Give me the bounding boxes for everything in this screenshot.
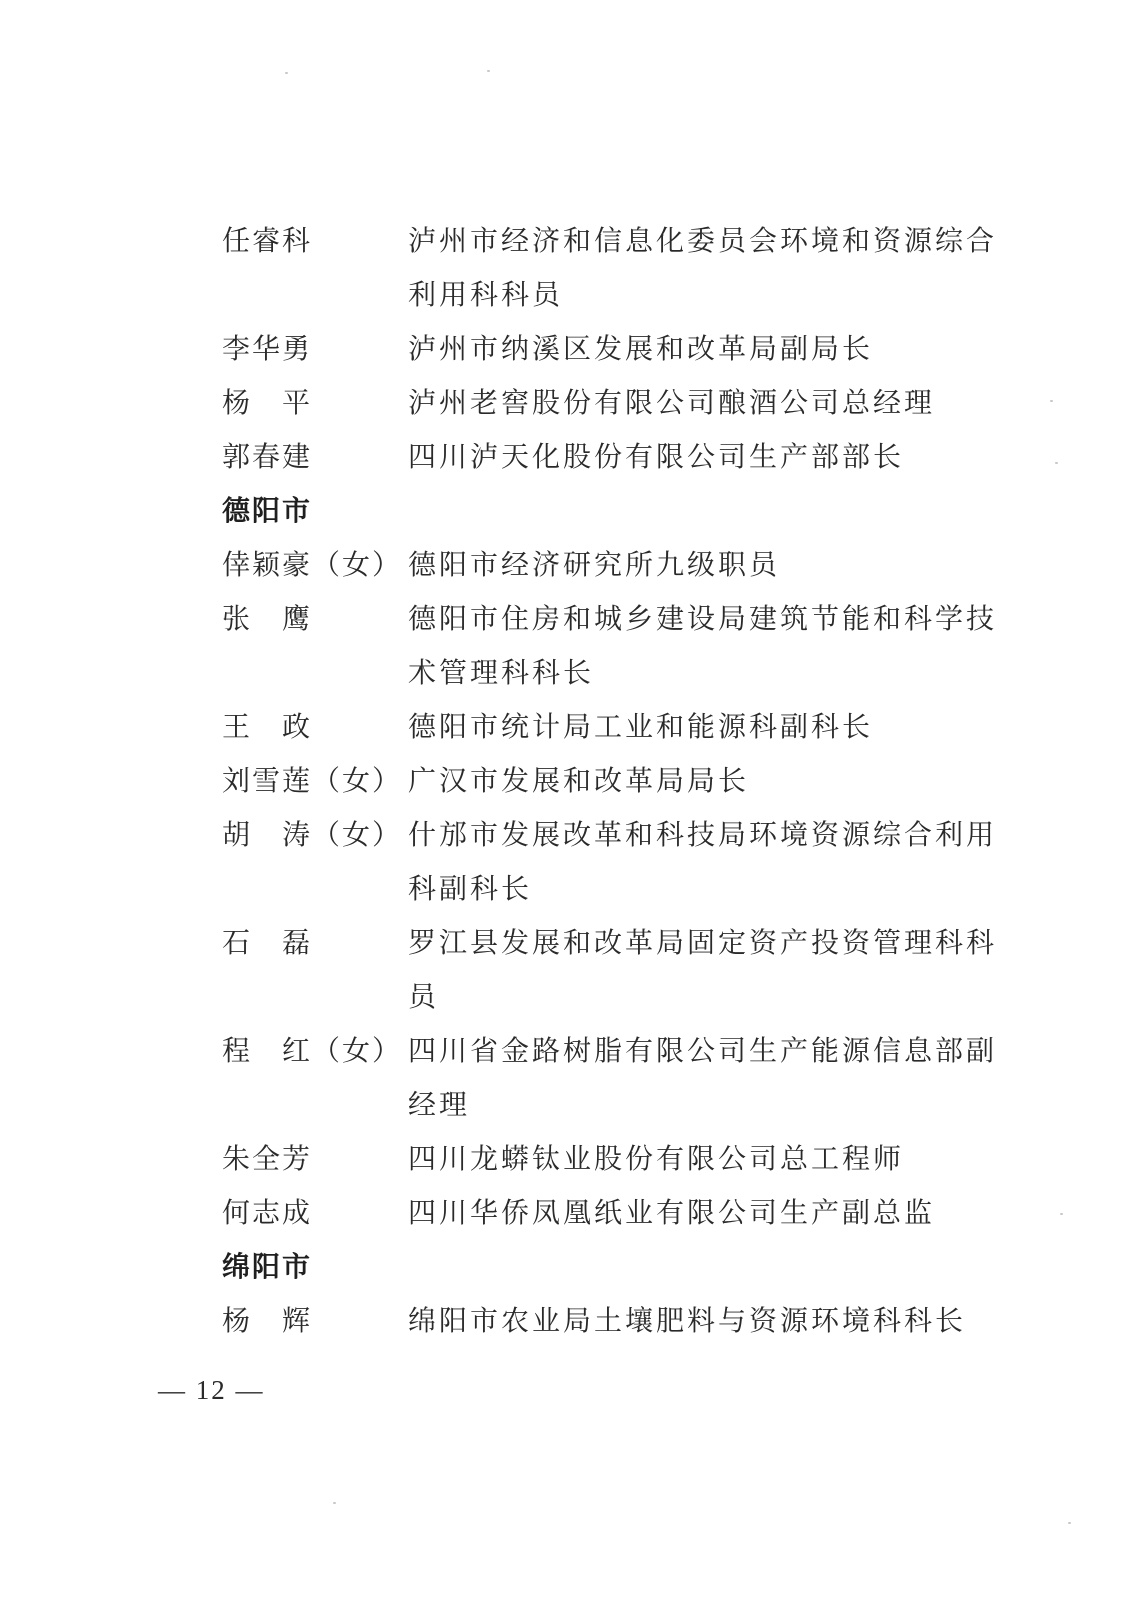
city-heading: 德阳市: [222, 494, 313, 527]
person-name: 任睿科: [222, 224, 313, 257]
person-title: 四川省金路树脂有限公司生产能源信息部副经理: [408, 1034, 998, 1121]
person-name: 程 红（女）: [222, 1034, 403, 1067]
scan-speck: [487, 70, 490, 72]
person-name: 王 政: [222, 710, 313, 743]
person-name: 石 磊: [222, 926, 313, 959]
person-title: 德阳市经济研究所九级职员: [408, 548, 781, 581]
person-title: 德阳市统计局工业和能源科副科长: [408, 710, 874, 743]
person-name: 刘雪莲（女）: [222, 764, 403, 797]
page-number: — 12 —: [158, 1375, 265, 1405]
person-title: 什邡市发展改革和科技局环境资源综合利用科副科长: [408, 818, 998, 905]
person-title: 泸州老窖股份有限公司酿酒公司总经理: [408, 386, 936, 419]
person-title: 四川泸天化股份有限公司生产部部长: [408, 440, 905, 473]
person-name: 杨 辉: [222, 1304, 313, 1337]
scan-speck: [1068, 1522, 1071, 1524]
person-title: 绵阳市农业局土壤肥料与资源环境科科长: [408, 1304, 967, 1337]
person-name: 朱全芳: [222, 1142, 313, 1175]
person-title: 四川龙蟒钛业股份有限公司总工程师: [408, 1142, 905, 1175]
city-heading: 绵阳市: [222, 1250, 313, 1283]
person-title: 罗江县发展和改革局固定资产投资管理科科员: [408, 926, 998, 1013]
person-title: 泸州市纳溪区发展和改革局副局长: [408, 332, 874, 365]
scan-speck: [1060, 1213, 1063, 1215]
person-title: 四川华侨凤凰纸业有限公司生产副总监: [408, 1196, 936, 1229]
person-name: 杨 平: [222, 386, 313, 419]
person-name: 张 鹰: [222, 602, 313, 635]
person-title: 泸州市经济和信息化委员会环境和资源综合利用科科员: [408, 224, 998, 311]
person-name: 何志成: [222, 1196, 313, 1229]
person-name: 郭春建: [222, 440, 313, 473]
scan-speck: [1055, 462, 1058, 464]
scan-speck: [1050, 400, 1053, 402]
person-title: 广汉市发展和改革局局长: [408, 764, 750, 797]
person-name: 李华勇: [222, 332, 313, 365]
scan-speck: [333, 1502, 336, 1504]
person-name: 倖颖豪（女）: [222, 548, 403, 581]
person-name: 胡 涛（女）: [222, 818, 403, 851]
scan-speck: [285, 72, 288, 74]
person-title: 德阳市住房和城乡建设局建筑节能和科学技术管理科科长: [408, 602, 998, 689]
